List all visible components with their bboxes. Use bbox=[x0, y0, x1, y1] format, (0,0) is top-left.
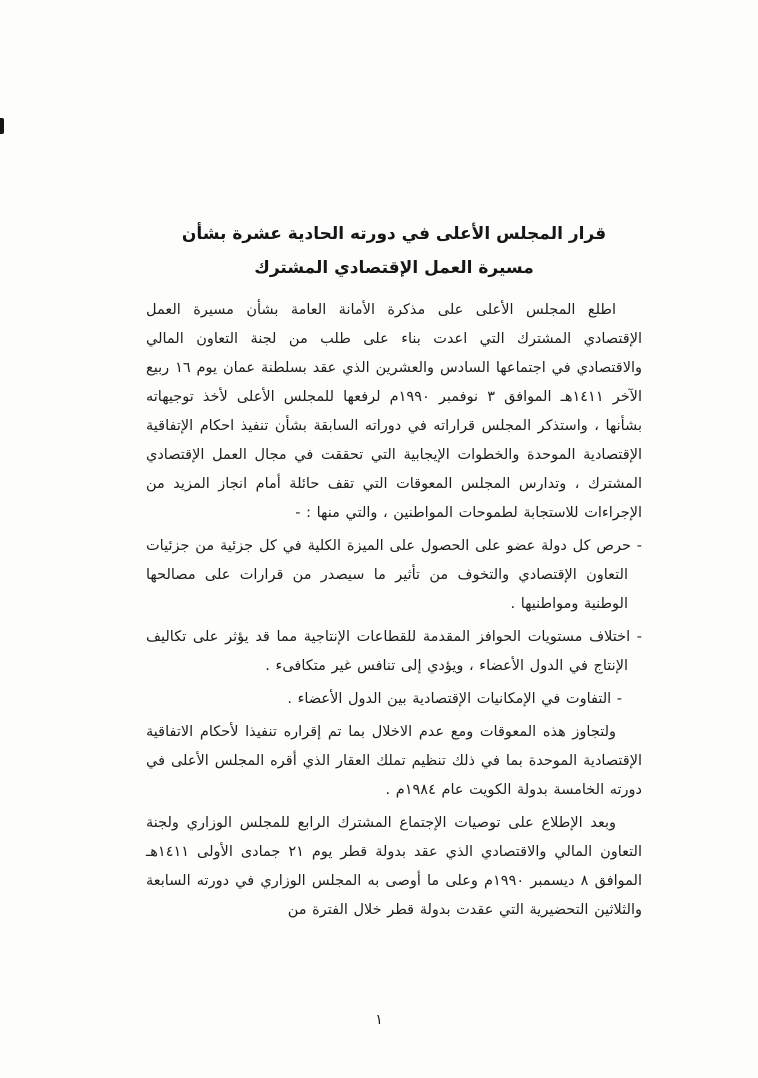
scan-artifact bbox=[0, 118, 4, 134]
paragraph-overcoming-obstacles: ولتجاوز هذه المعوقات ومع عدم الاخلال بما تم إقراره تنفيذا لأحكام الاتفاقية الإقتصادية الموحدة بما في ذلك تنظيم تملك العقار الذي أقره المجلس الأعلى في دورته الخامسة بدولة الكويت عام ١٩٨٤م . bbox=[146, 724, 642, 798]
document-title bbox=[146, 222, 642, 280]
list-item-incentive-disparity: - اختلاف مستويات الحوافز المقدمة للقطاعات الإنتاجية مما قد يؤثر على تكاليف الإنتاج في الدول الأعضاء ، ويؤدي إلى تنافس غير متكافىء . bbox=[146, 629, 642, 674]
paragraph-joint-meeting-recommendations: وبعد الإطلاع على توصيات الإجتماع المشترك الرابع للمجلس الوزاري ولجنة التعاون المالي والاقتصادي الذي عقد بدولة قطر يوم ٢١ جمادى الأولى ١٤١١هـ الموافق ٨ ديسمبر ١٩٩٠م وعلى ما أوصى به المجلس الوزاري في دورته السابعة والثلاثين التحضيرية التي عقدت بدولة قطر خلال الفترة من bbox=[146, 815, 642, 918]
document-title-line1: قرار المجلس الأعلى في دورته الحادية عشرة بشأن bbox=[181, 224, 607, 244]
list-item-economic-disparity: - التفاوت في الإمكانيات الإقتصادية بين الدول الأعضاء . bbox=[287, 691, 622, 707]
list-item-member-state-advantage: - حرص كل دولة عضو على الحصول على الميزة الكلية في كل جزئية من جزئيات التعاون الإقتصادي والتخوف من تأثير ما سيصدر من قرارات على مصالحها الوطنية ومواطنيها . bbox=[146, 538, 642, 612]
paragraph-opening: اطلع المجلس الأعلى على مذكرة الأمانة العامة بشأن مسيرة العمل الإقتصادي المشترك التي اعدت بناء على طلب من لجنة التعاون المالي والاقتصادي في اجتماعها السادس والعشرين الذي عقد بسلطنة عمان يوم ١٦ ربيع الآخر ١٤١١هـ الموافق ٣ نوفمبر ١٩٩٠م لرفعها للمجلس الأعلى لأخذ توجيهاته بشأنها ، واستذكر المجلس قراراته في دوراته السابقة بشأن تنفيذ احكام الإتفاقية الإقتصادية الموحدة والخطوات الإيجابية التي تحققت في مجال العمل الإقتصادي المشترك ، وتدارس المجلس المعوقات التي تقف حائلة أمام انجاز المزيد من الإجراءات للاستجابة لطموحات المواطنين ، والتي منها : - bbox=[146, 302, 642, 521]
document-title-line2: مسيرة العمل الإقتصادي المشترك bbox=[254, 258, 534, 278]
document-body bbox=[146, 222, 642, 929]
page-number: ١ bbox=[375, 1012, 383, 1028]
